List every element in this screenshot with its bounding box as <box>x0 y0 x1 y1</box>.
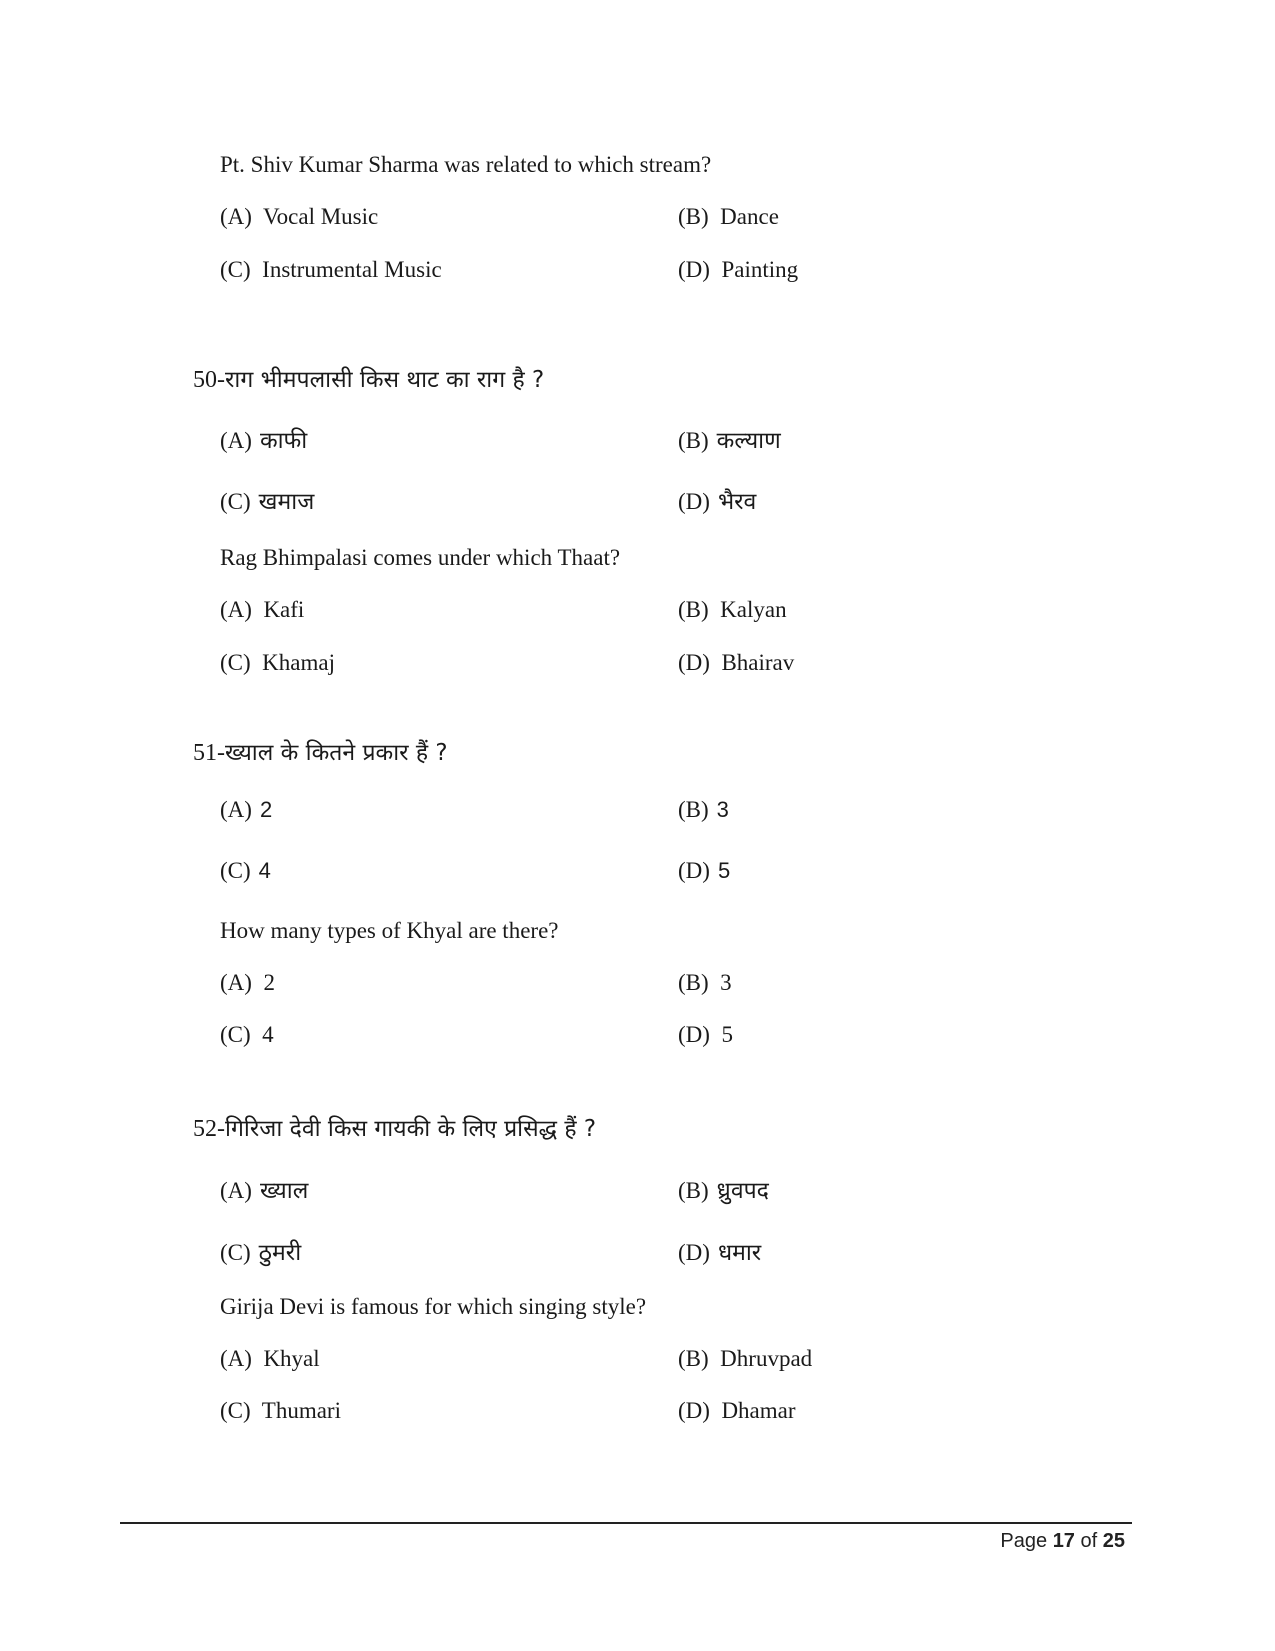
page-of: of <box>1080 1530 1098 1552</box>
option-text: Dhamar <box>721 1398 796 1423</box>
option-text: 2 <box>263 970 275 995</box>
q51-hi-option-b <box>678 797 729 823</box>
option-text: 4 <box>262 1022 274 1047</box>
question-52-english-text: Girija Devi is famous for which singing style? <box>220 1294 647 1319</box>
option-text: Bhairav <box>721 650 795 675</box>
option-label: (B) <box>678 970 709 995</box>
question-50-english-text: Rag Bhimpalasi comes under which Thaat? <box>220 545 621 570</box>
q50-en-option-a <box>220 597 304 623</box>
option-label: (B) <box>678 597 709 622</box>
q52-en-option-c <box>220 1398 341 1424</box>
question-51-hindi-text: ख्याल के कितने प्रकार हैं ? <box>225 740 448 766</box>
option-text: धमार <box>717 1240 762 1266</box>
option-label: (A) <box>220 1178 252 1203</box>
q51-en-option-b <box>678 970 732 996</box>
option-text: Khyal <box>263 1346 320 1371</box>
option-text: Instrumental Music <box>262 257 442 282</box>
option-label: (D) <box>678 489 710 514</box>
q50-hi-option-b <box>678 423 781 455</box>
q51-hi-option-d <box>678 858 730 884</box>
option-label: (C) <box>220 1022 251 1047</box>
option-label: (A) <box>220 597 252 622</box>
q51-en-option-c <box>220 1022 274 1048</box>
q51-en-option-d <box>678 1022 733 1048</box>
q49-en-option-a <box>220 204 378 230</box>
page-current: 17 <box>1052 1530 1075 1552</box>
option-text: भैरव <box>717 489 757 515</box>
question-number: 51- <box>193 740 225 766</box>
q50-hi-option-d <box>678 484 756 516</box>
option-label: (D) <box>678 1398 710 1423</box>
option-label: (C) <box>220 650 251 675</box>
option-text: Kafi <box>263 597 305 622</box>
q51-en-option-a <box>220 970 275 996</box>
option-label: (B) <box>678 204 709 229</box>
question-51-hindi <box>193 735 448 767</box>
q52-en-option-b <box>678 1346 812 1372</box>
question-50-hindi <box>193 362 544 394</box>
option-text: खमाज <box>258 489 315 515</box>
page-number <box>1000 1530 1125 1553</box>
option-label: (D) <box>678 1240 710 1265</box>
q52-en-option-a <box>220 1346 320 1372</box>
q50-en-option-b <box>678 597 787 623</box>
q51-hi-option-c <box>220 858 271 884</box>
option-label: (D) <box>678 257 710 282</box>
option-label: (B) <box>678 428 709 453</box>
option-text: 2 <box>259 797 273 822</box>
option-label: (D) <box>678 1022 710 1047</box>
option-label: (A) <box>220 428 252 453</box>
q51-hi-option-a <box>220 797 272 823</box>
option-text: Dhruvpad <box>720 1346 813 1371</box>
option-text: ध्रुवपद <box>716 1178 769 1204</box>
q52-hi-option-b <box>678 1173 769 1205</box>
question-50-hindi-text: राग भीमपलासी किस थाट का राग है ? <box>225 367 545 393</box>
option-text: Painting <box>721 257 799 282</box>
option-text: कल्याण <box>716 428 781 454</box>
option-text: ख्याल <box>259 1178 309 1204</box>
footer-divider <box>120 1522 1132 1524</box>
q52-en-option-d <box>678 1398 796 1424</box>
question-51-english-text: How many types of Khyal are there? <box>220 918 559 943</box>
option-text: 4 <box>258 858 271 883</box>
option-label: (A) <box>220 970 252 995</box>
option-label: (C) <box>220 489 251 514</box>
option-label: (C) <box>220 1240 251 1265</box>
q52-hi-option-d <box>678 1235 761 1267</box>
option-label: (B) <box>678 1346 709 1371</box>
option-label: (B) <box>678 1178 709 1203</box>
option-label: (C) <box>220 1398 251 1423</box>
q49-en-option-c <box>220 257 442 283</box>
q49-en-option-b <box>678 204 779 230</box>
question-49-english-text: Pt. Shiv Kumar Sharma was related to which stream? <box>220 152 712 177</box>
option-text: काफी <box>259 428 308 454</box>
q50-en-option-c <box>220 650 335 676</box>
page-total: 25 <box>1102 1530 1125 1552</box>
option-text: Vocal Music <box>263 204 379 229</box>
option-label: (C) <box>220 257 251 282</box>
option-text: 3 <box>716 797 729 822</box>
q52-hi-option-a <box>220 1173 308 1205</box>
question-number: 50- <box>193 367 225 393</box>
option-text: Khamaj <box>262 650 335 675</box>
option-text: Kalyan <box>720 597 787 622</box>
question-number: 52- <box>193 1116 225 1142</box>
option-label: (D) <box>678 650 710 675</box>
option-label: (C) <box>220 858 251 883</box>
q50-en-option-d <box>678 650 794 676</box>
option-label: (D) <box>678 858 710 883</box>
option-label: (A) <box>220 204 252 229</box>
question-52-hindi <box>193 1111 596 1143</box>
option-label: (A) <box>220 797 252 822</box>
page-prefix: Page <box>1000 1530 1048 1552</box>
q50-hi-option-a <box>220 423 307 455</box>
option-label: (A) <box>220 1346 252 1371</box>
option-text: 5 <box>717 858 731 883</box>
q50-hi-option-c <box>220 484 314 516</box>
question-52-hindi-text: गिरिजा देवी किस गायकी के लिए प्रसिद्ध हैं ? <box>225 1116 597 1142</box>
option-text: ठुमरी <box>258 1240 302 1266</box>
option-text: Dance <box>720 204 779 229</box>
option-text: 5 <box>721 1022 733 1047</box>
option-text: 3 <box>720 970 732 995</box>
q49-en-option-d <box>678 257 798 283</box>
option-text: Thumari <box>261 1398 341 1423</box>
q52-hi-option-c <box>220 1235 301 1267</box>
option-label: (B) <box>678 797 709 822</box>
